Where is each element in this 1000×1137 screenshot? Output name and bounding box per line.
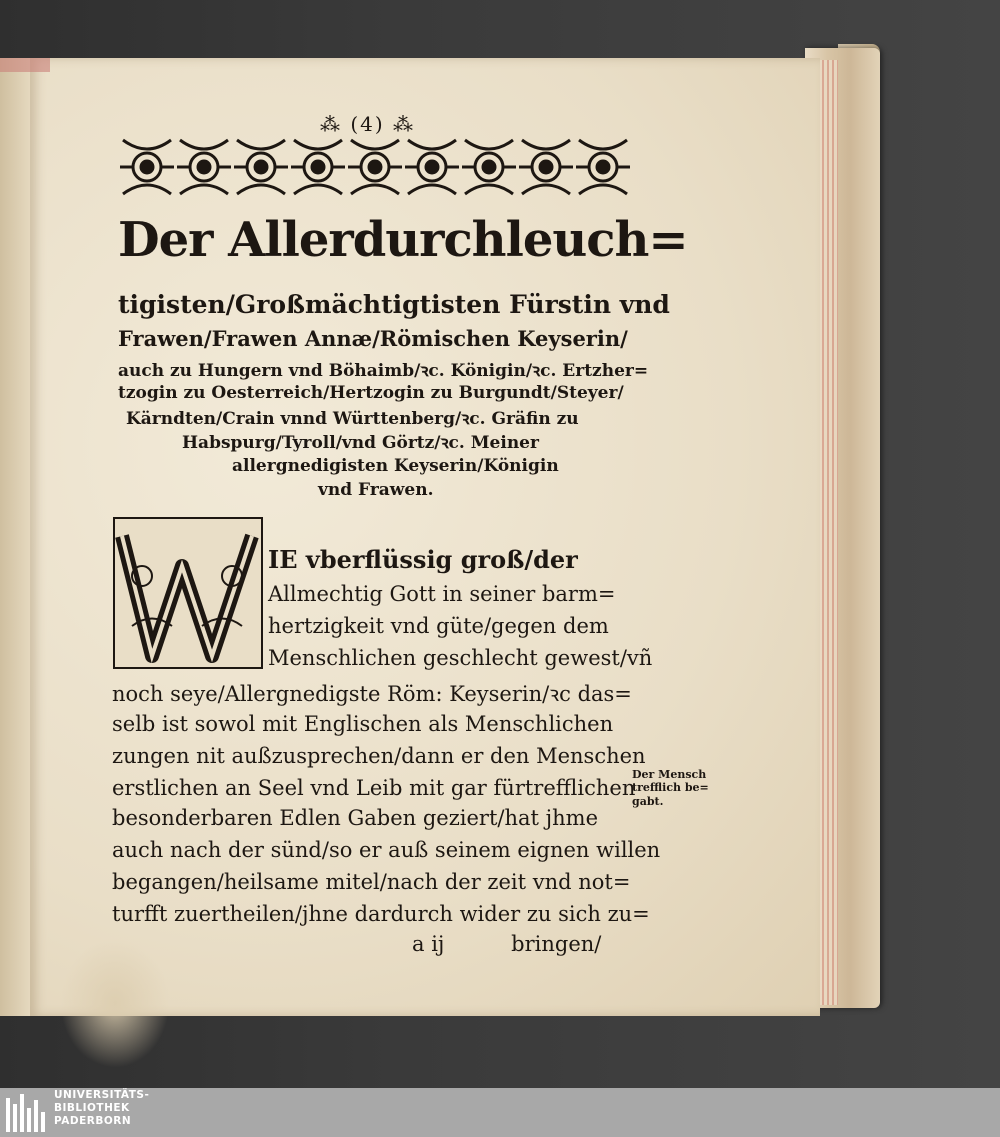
page-number-header: ⁂ (4) ⁂ <box>320 112 416 136</box>
margin-note: gabt. <box>632 795 664 808</box>
title-line: vnd Frawen. <box>318 480 434 500</box>
margin-note: Der Mensch <box>632 768 707 781</box>
left-page-edge <box>0 58 34 1016</box>
library-name: UNIVERSITÄTS- <box>54 1089 150 1101</box>
page-stain <box>60 938 170 1068</box>
body-line: Allmechtig Gott in seiner barm= <box>268 582 616 606</box>
decorated-initial-w <box>112 516 264 670</box>
title-first-line: Der Allerdurchleuch= <box>118 212 688 268</box>
body-line: auch nach der sünd/so er auß seinem eignen willen <box>112 838 661 862</box>
title-line: Habspurg/Tyroll/vnd Görtz/ꝛc. Meiner <box>182 433 539 453</box>
margin-note: trefflich be= <box>632 781 709 794</box>
title-line: tzogin zu Oesterreich/Hertzogin zu Burgundt/Steyer/ <box>118 383 624 403</box>
body-line: erstlichen an Seel vnd Leib mit gar fürtrefflichen <box>112 776 636 800</box>
title-line: Kärndten/Crain vnnd Württenberg/ꝛc. Gräfin zu <box>126 409 579 429</box>
body-line: hertzigkeit vnd güte/gegen dem <box>268 614 609 638</box>
body-line: IE vberflüssig groß/der <box>268 545 578 574</box>
library-name: BIBLIOTHEK <box>54 1102 130 1114</box>
title-line: auch zu Hungern vnd Böhaimb/ꝛc. Königin/ꝛc. Ertzher= <box>118 361 649 381</box>
body-line: besonderbaren Edlen Gaben geziert/hat jhme <box>112 806 599 830</box>
body-line: turfft zuertheilen/jhne dardurch wider zu sich zu= <box>112 902 650 926</box>
title-line: Frawen/Frawen Annæ/Römischen Keyserin/ <box>118 326 628 351</box>
body-line: Menschlichen geschlecht gewest/vñ <box>268 646 653 670</box>
footer-bar <box>0 1088 1000 1137</box>
body-line: begangen/heilsame mitel/nach der zeit vnd not= <box>112 870 631 894</box>
library-logo-icon <box>4 1092 48 1134</box>
catchword-line: a ij bringen/ <box>412 932 602 956</box>
library-name: PADERBORN <box>54 1115 132 1127</box>
body-line: zungen nit außzusprechen/dann er den Menschen <box>112 744 646 768</box>
left-page-mark <box>0 58 50 72</box>
body-line: noch seye/Allergnedigste Röm: Keyserin/ꝛc das= <box>112 682 632 706</box>
ornament-band <box>118 130 632 204</box>
title-line: tigisten/Großmächtigtisten Fürstin vnd <box>118 290 670 319</box>
title-line: allergnedigisten Keyserin/Königin <box>232 456 559 476</box>
body-line: selb ist sowol mit Englischen als Menschlichen <box>112 712 614 736</box>
